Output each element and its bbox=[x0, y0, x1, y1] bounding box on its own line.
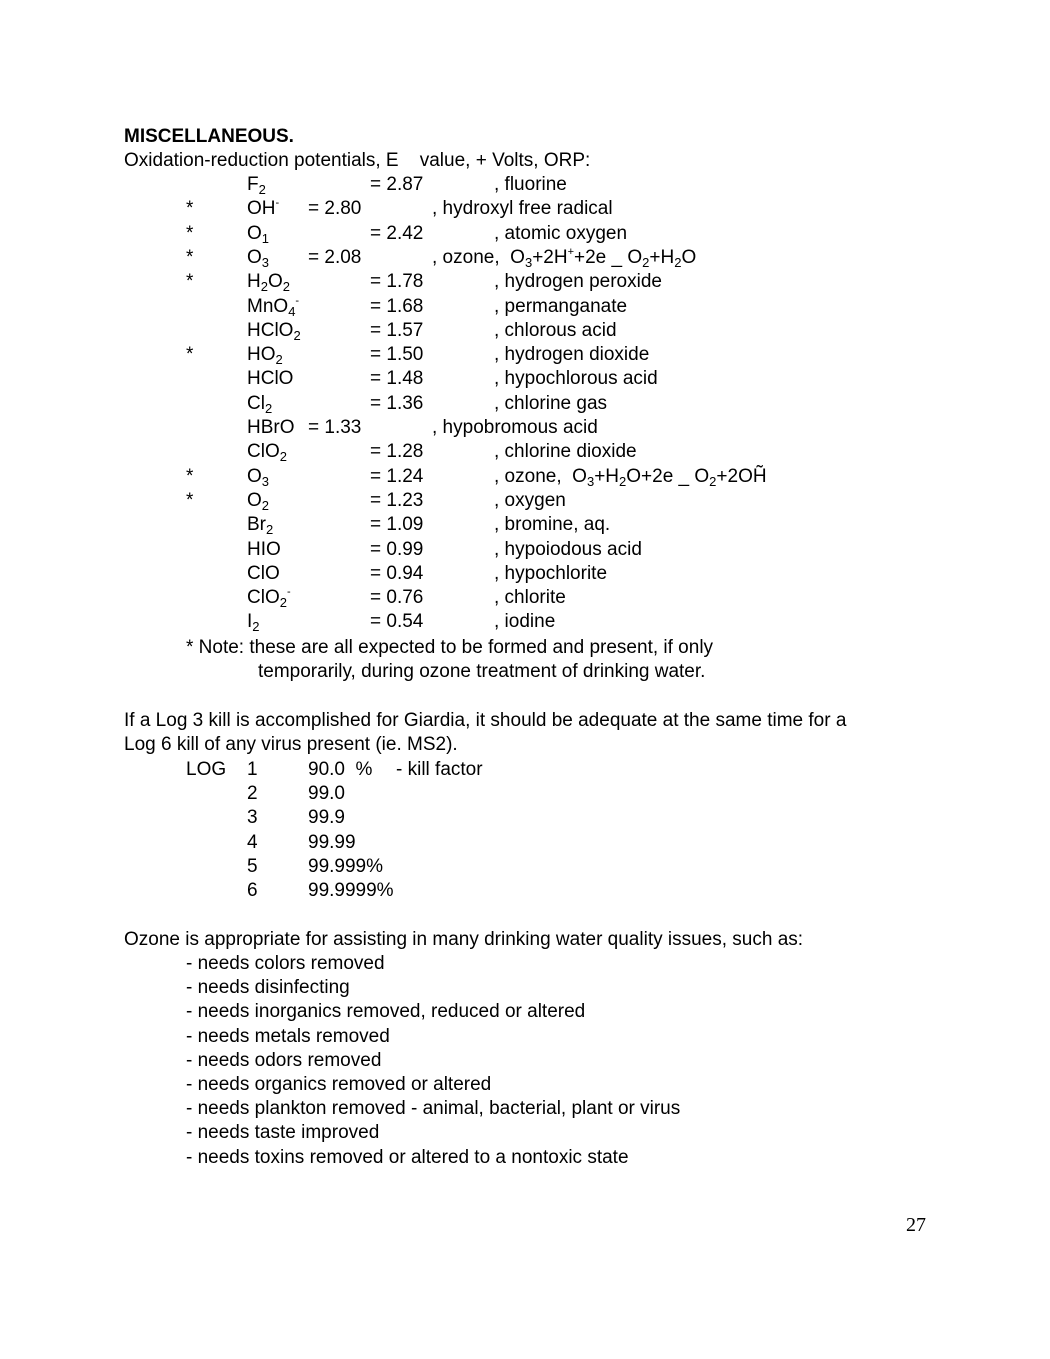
list-item bbox=[0, 1097, 1050, 1121]
orp-description: , hydrogen dioxide bbox=[494, 344, 650, 366]
log-percent: 90.0 % bbox=[308, 759, 373, 780]
orp-value: = 1.57 bbox=[370, 319, 424, 341]
log-percent: 99.9999% bbox=[308, 880, 394, 901]
list-item bbox=[0, 1073, 1050, 1097]
orp-star: * bbox=[186, 489, 194, 511]
list-item bbox=[0, 1049, 1050, 1073]
list-item-text: - needs plankton removed - animal, bacterial, plant or virus bbox=[186, 1098, 681, 1120]
orp-symbol: ClO$_2$ bbox=[247, 441, 287, 465]
orp-value: = 1.36 bbox=[370, 392, 424, 414]
orp-symbol: MnO$_4$- bbox=[247, 294, 300, 319]
ozone-intro: Ozone is appropriate for assisting in many drinking water quality issues, such as: bbox=[124, 929, 804, 950]
orp-symbol: HBrO bbox=[247, 417, 295, 438]
list-item-text: - needs taste improved bbox=[186, 1122, 380, 1144]
orp-description: , chlorine gas bbox=[494, 392, 608, 414]
orp-symbol: $I_2$ bbox=[247, 611, 260, 635]
orp-value: = 0.94 bbox=[370, 562, 424, 584]
orp-row bbox=[0, 586, 1050, 610]
list-item-text: - needs toxins removed or altered to a nontoxic state bbox=[186, 1146, 629, 1168]
orp-row bbox=[0, 319, 1050, 343]
orp-description: , bromine, aq. bbox=[494, 514, 611, 536]
orp-symbol: OH- bbox=[247, 197, 280, 220]
list-item-text: - needs inorganics removed, reduced or altered bbox=[186, 1001, 586, 1023]
orp-symbol: $O_2$ bbox=[247, 489, 270, 513]
list-item bbox=[0, 1025, 1050, 1049]
log-number: 5 bbox=[247, 855, 258, 877]
log-number: 3 bbox=[247, 807, 258, 829]
orp-description: , permanganate bbox=[494, 295, 628, 317]
orp-value: = 2.80 bbox=[308, 198, 362, 220]
log-paragraph-line-2: Log 6 kill of any virus present (ie. MS2). bbox=[124, 734, 458, 755]
orp-description: , ozone, $O_3+2H^++2e$ _ $O_2+H_2O$ bbox=[432, 245, 697, 270]
log-percent: 99.9 bbox=[308, 807, 345, 829]
orp-symbol: $HO_2$ bbox=[247, 344, 283, 368]
log-row bbox=[0, 806, 1050, 830]
list-item-text: - needs odors removed bbox=[186, 1049, 382, 1071]
orp-row bbox=[0, 367, 1050, 391]
section-heading: MISCELLANEOUS. bbox=[124, 126, 294, 147]
orp-row bbox=[0, 416, 1050, 440]
orp-row bbox=[0, 562, 1050, 586]
orp-value: = 2.42 bbox=[370, 222, 424, 244]
orp-row bbox=[0, 538, 1050, 562]
log-row bbox=[0, 758, 1050, 782]
orp-row bbox=[0, 392, 1050, 416]
orp-symbol: ClO$_2$- bbox=[247, 586, 291, 611]
orp-symbol: $O_3$ bbox=[247, 246, 270, 270]
orp-row bbox=[0, 295, 1050, 319]
list-item-text: - needs colors removed bbox=[186, 953, 385, 974]
orp-value: = 1.09 bbox=[370, 514, 424, 536]
orp-symbol: $F_2$ bbox=[247, 174, 266, 197]
orp-row bbox=[0, 343, 1050, 367]
log-suffix: - kill factor bbox=[396, 759, 483, 780]
orp-row bbox=[0, 610, 1050, 634]
orp-symbol: $Cl_2$ bbox=[247, 392, 273, 416]
orp-symbol: ClO bbox=[247, 562, 280, 584]
log-paragraph-line-1: If a Log 3 kill is accomplished for Giardia, it should be adequate at the same time for a bbox=[124, 710, 847, 731]
orp-value: = 0.76 bbox=[370, 587, 424, 609]
orp-row bbox=[0, 173, 1050, 197]
orp-description: , hydroxyl free radical bbox=[432, 198, 613, 220]
list-item-text: - needs organics removed or altered bbox=[186, 1074, 492, 1095]
list-item bbox=[0, 952, 1050, 976]
orp-row bbox=[0, 222, 1050, 246]
page-number: 27 bbox=[906, 1214, 926, 1236]
orp-description: , oxygen bbox=[494, 489, 566, 511]
orp-description: , chlorite bbox=[494, 587, 566, 609]
orp-symbol: HClO bbox=[247, 368, 294, 390]
list-item bbox=[0, 1146, 1050, 1170]
list-item-text: - needs metals removed bbox=[186, 1025, 390, 1047]
orp-star: * bbox=[186, 271, 194, 293]
orp-description: , hypobromous acid bbox=[432, 417, 598, 438]
orp-description: , iodine bbox=[494, 611, 556, 633]
orp-row bbox=[0, 197, 1050, 221]
orp-description: , atomic oxygen bbox=[494, 222, 628, 244]
log-row bbox=[0, 879, 1050, 903]
list-item bbox=[0, 976, 1050, 1000]
orp-row bbox=[0, 489, 1050, 513]
log-percent: 99.999% bbox=[308, 855, 384, 877]
log-label: LOG bbox=[186, 759, 227, 780]
orp-description: , hypochlorite bbox=[494, 562, 608, 584]
log-percent: 99.0 bbox=[308, 783, 345, 805]
orp-description: , hypoiodous acid bbox=[494, 538, 642, 560]
orp-value: = 2.08 bbox=[308, 246, 362, 268]
orp-description: , hydrogen peroxide bbox=[494, 271, 662, 293]
orp-symbol: $H_2O_2$ bbox=[247, 271, 290, 295]
orp-description: , hypochlorous acid bbox=[494, 368, 658, 390]
orp-description: , chlorine dioxide bbox=[494, 441, 637, 463]
list-item bbox=[0, 1121, 1050, 1145]
note-line-1: * Note: these are all expected to be formed and present, if only bbox=[186, 637, 714, 658]
list-item bbox=[0, 1000, 1050, 1024]
orp-symbol: $Br_2$ bbox=[247, 514, 274, 538]
log-number: 2 bbox=[247, 783, 258, 805]
orp-row bbox=[0, 513, 1050, 537]
orp-value: = 0.99 bbox=[370, 538, 424, 560]
orp-row bbox=[0, 440, 1050, 464]
log-row bbox=[0, 782, 1050, 806]
orp-row bbox=[0, 270, 1050, 294]
orp-star: * bbox=[186, 222, 194, 244]
orp-value: = 0.54 bbox=[370, 611, 424, 633]
orp-symbol: HIO bbox=[247, 538, 281, 560]
orp-description: , fluorine bbox=[494, 174, 567, 195]
log-row bbox=[0, 855, 1050, 879]
orp-symbol: $O_1$ bbox=[247, 222, 270, 246]
log-number: 6 bbox=[247, 880, 258, 901]
orp-value: = 1.24 bbox=[370, 465, 424, 487]
orp-value: = 1.48 bbox=[370, 368, 424, 390]
orp-value: = 1.23 bbox=[370, 489, 424, 511]
orp-description: , chlorous acid bbox=[494, 319, 617, 341]
log-row bbox=[0, 831, 1050, 855]
orp-row bbox=[0, 465, 1050, 489]
orp-star: * bbox=[186, 246, 194, 268]
orp-symbol: HClO$_2$ bbox=[247, 319, 301, 343]
orp-value: = 2.87 bbox=[370, 174, 424, 195]
log-percent: 99.99 bbox=[308, 831, 356, 853]
orp-value: = 1.78 bbox=[370, 271, 424, 293]
orp-star: * bbox=[186, 198, 194, 220]
orp-row bbox=[0, 246, 1050, 270]
orp-intro: Oxidation-reduction potentials, E value, + Volts, ORP: bbox=[124, 150, 591, 171]
log-number: 1 bbox=[247, 759, 258, 780]
orp-star: * bbox=[186, 465, 194, 487]
list-item-text: - needs disinfecting bbox=[186, 977, 350, 999]
orp-value: = 1.68 bbox=[370, 295, 424, 317]
note-line-2: temporarily, during ozone treatment of drinking water. bbox=[258, 661, 706, 682]
orp-value: = 1.28 bbox=[370, 441, 424, 463]
orp-description: , ozone, $O_3+H_2O+2e$ _ $O_2+2OH̃$ bbox=[494, 465, 767, 489]
orp-value: = 1.33 bbox=[308, 417, 362, 438]
log-number: 4 bbox=[247, 831, 258, 853]
orp-star: * bbox=[186, 344, 194, 366]
orp-symbol: $O_3$ bbox=[247, 465, 270, 489]
orp-value: = 1.50 bbox=[370, 344, 424, 366]
